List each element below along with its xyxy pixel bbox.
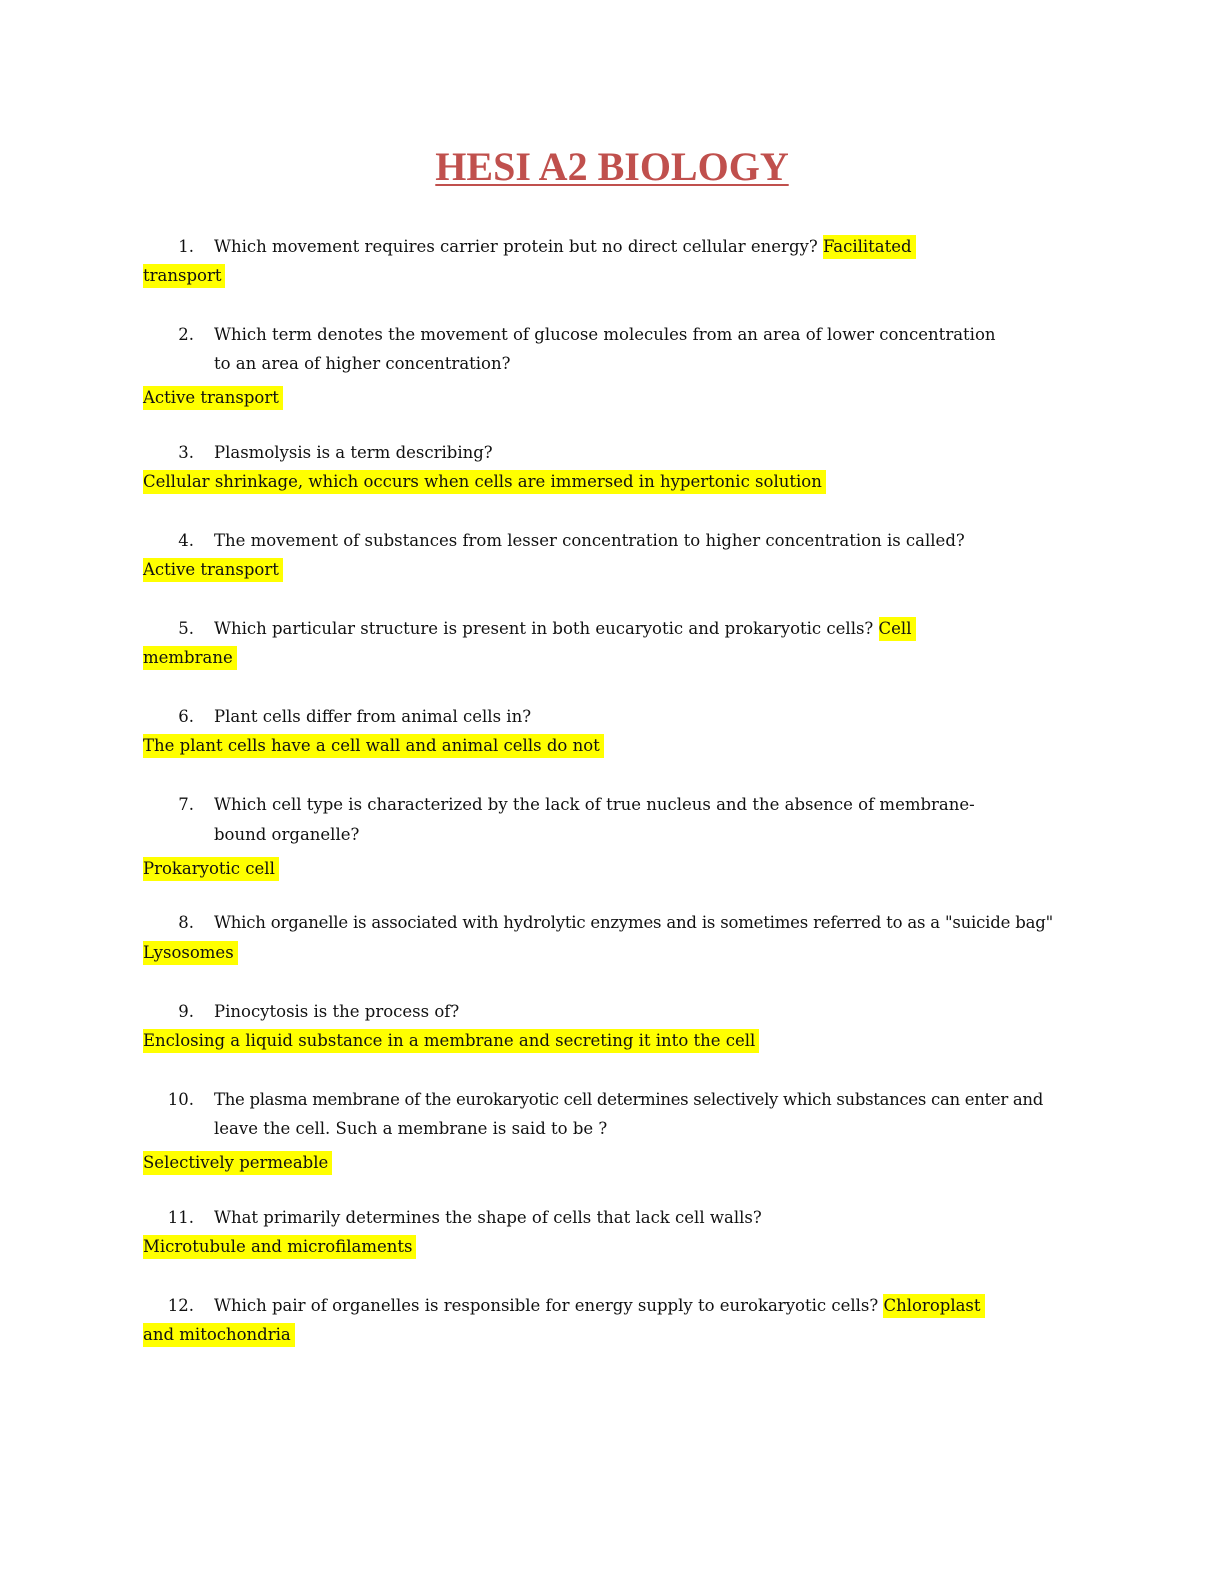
answer-text xyxy=(143,558,283,582)
answer-highlight: Enclosing a liquid substance in a membrane and secreting it into the cell xyxy=(143,1029,759,1053)
answer-text xyxy=(143,941,238,965)
answer-text xyxy=(143,1323,295,1347)
question-text: Which cell type is characterized by the lack of true nucleus and the absence of membrane- xyxy=(214,795,975,814)
answer-text xyxy=(143,1235,416,1259)
answer-text xyxy=(143,470,826,494)
question-number: 9. xyxy=(178,1002,194,1021)
answer-highlight: Lysosomes xyxy=(143,941,238,965)
answer-text xyxy=(143,734,604,758)
answer-highlight: membrane xyxy=(143,646,237,670)
question-number: 10. xyxy=(167,1090,194,1109)
answer-highlight: transport xyxy=(143,264,225,288)
answer-highlight: Facilitated xyxy=(823,235,916,259)
question-text: What primarily determines the shape of cells that lack cell walls? xyxy=(214,1208,762,1227)
question-text: Which particular structure is present in both eucaryotic and prokaryotic cells? Cell xyxy=(214,617,916,641)
question-text: Which pair of organelles is responsible for energy supply to eurokaryotic cells? Chloroplast xyxy=(214,1294,985,1318)
answer-highlight: Active transport xyxy=(143,558,283,582)
answer-text xyxy=(143,646,237,670)
question-text: Which movement requires carrier protein but no direct cellular energy? Facilitated xyxy=(214,235,916,259)
question-number: 3. xyxy=(178,443,194,462)
question-number: 12. xyxy=(167,1296,194,1315)
answer-text xyxy=(143,1029,759,1053)
question-number: 8. xyxy=(178,913,194,932)
answer-highlight: and mitochondria xyxy=(143,1323,295,1347)
page-title: HESI A2 BIOLOGY xyxy=(435,144,789,189)
question-text: The movement of substances from lesser concentration to higher concentration is called? xyxy=(214,531,965,550)
question-number: 2. xyxy=(178,325,194,344)
question-number: 11. xyxy=(167,1208,194,1227)
answer-text xyxy=(143,264,225,288)
answer-highlight: Chloroplast xyxy=(883,1294,984,1318)
answer-highlight: Active transport xyxy=(143,386,283,410)
question-text-continued: leave the cell. Such a membrane is said to be ? xyxy=(214,1119,608,1138)
question-number: 6. xyxy=(178,707,194,726)
question-text: Pinocytosis is the process of? xyxy=(214,1002,460,1021)
question-number: 1. xyxy=(178,237,194,256)
answer-highlight: Prokaryotic cell xyxy=(143,857,279,881)
question-text: The plasma membrane of the eurokaryotic cell determines selectively which substances can enter and xyxy=(214,1090,1043,1109)
answer-highlight: Microtubule and microfilaments xyxy=(143,1235,416,1259)
answer-text xyxy=(143,1151,332,1175)
answer-text xyxy=(143,857,279,881)
answer-highlight: The plant cells have a cell wall and animal cells do not xyxy=(143,734,604,758)
question-number: 7. xyxy=(178,795,194,814)
answer-text xyxy=(143,386,283,410)
question-text: Which term denotes the movement of glucose molecules from an area of lower concentration xyxy=(214,325,996,344)
question-number: 4. xyxy=(178,531,194,550)
question-number: 5. xyxy=(178,619,194,638)
answer-highlight: Cell xyxy=(879,617,916,641)
answer-highlight: Selectively permeable xyxy=(143,1151,332,1175)
question-text-continued: to an area of higher concentration? xyxy=(214,354,511,373)
question-text: Plasmolysis is a term describing? xyxy=(214,443,493,462)
question-text: Plant cells differ from animal cells in? xyxy=(214,707,532,726)
answer-highlight: Cellular shrinkage, which occurs when cells are immersed in hypertonic solution xyxy=(143,470,826,494)
question-text: Which organelle is associated with hydrolytic enzymes and is sometimes referred to as a "suicide bag" xyxy=(214,913,1053,932)
question-text-continued: bound organelle? xyxy=(214,825,360,844)
